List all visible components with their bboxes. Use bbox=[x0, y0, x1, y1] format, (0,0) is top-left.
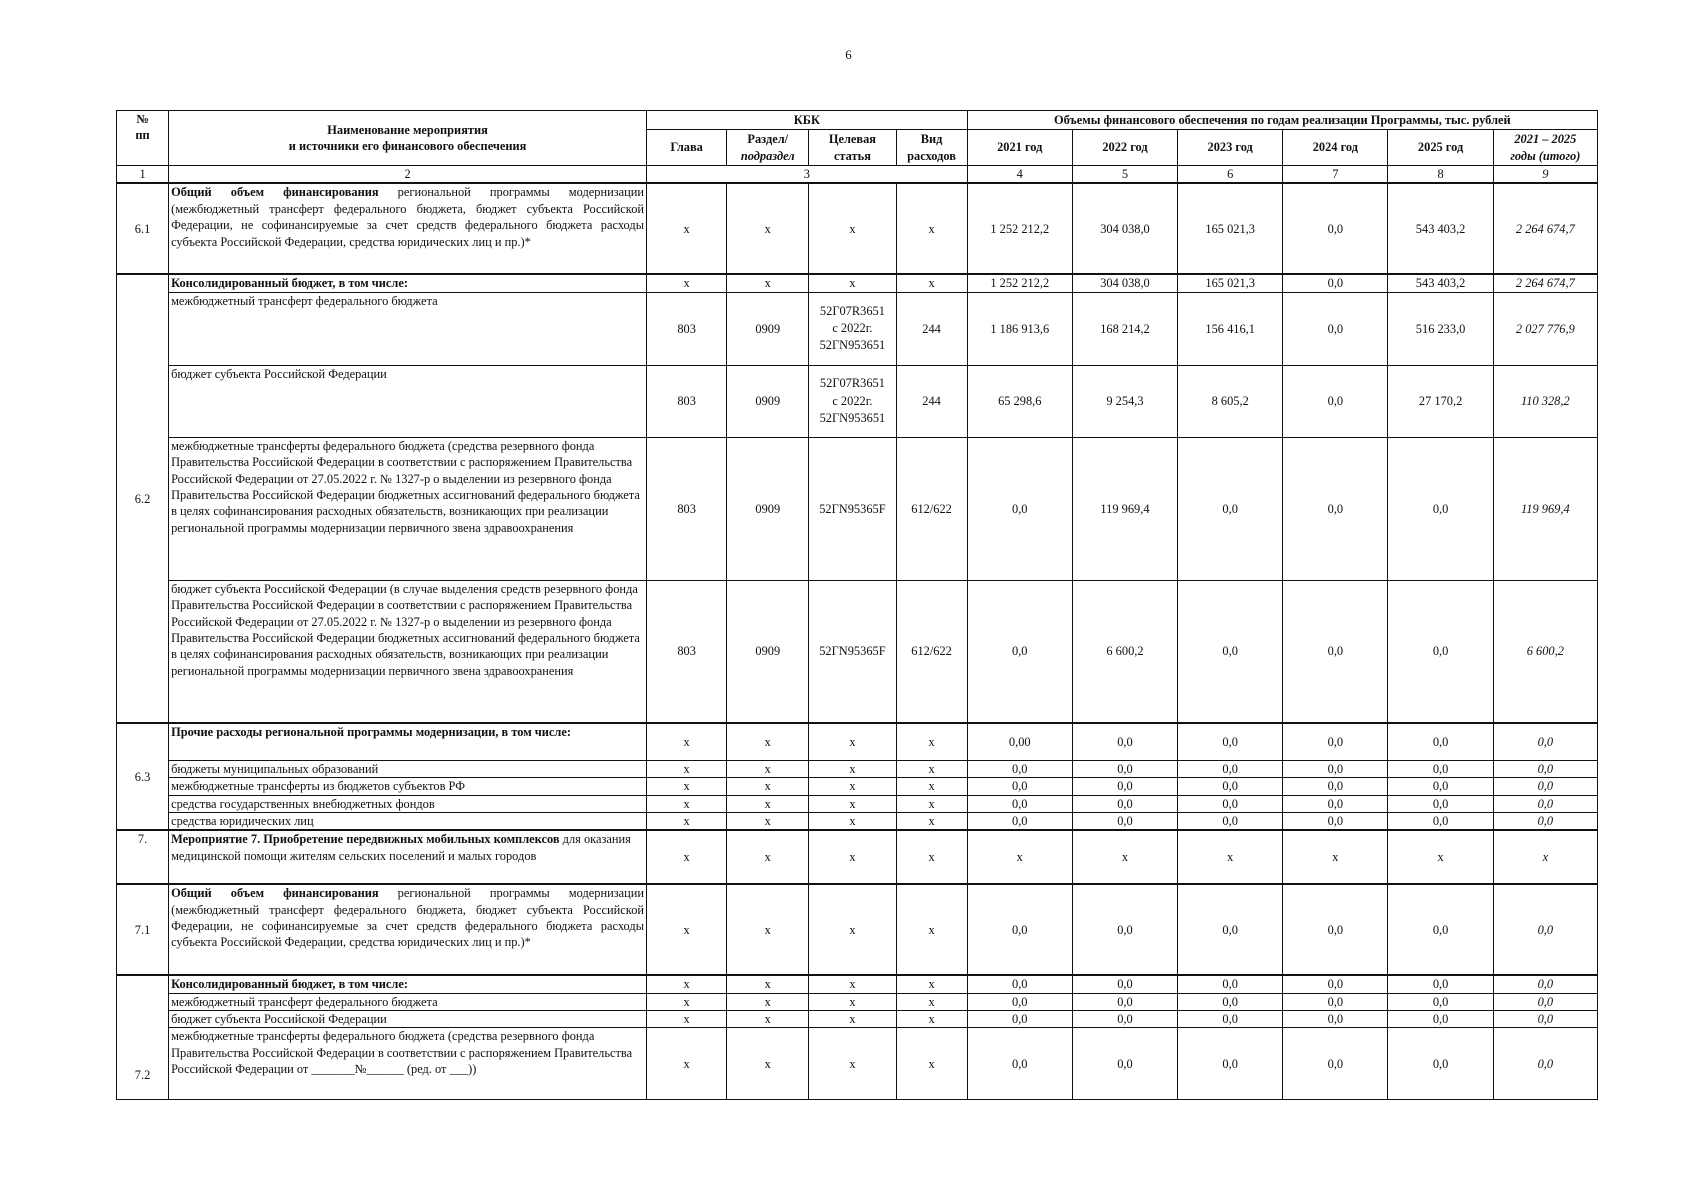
value-2021: 65 298,6 bbox=[967, 365, 1072, 437]
value-2024: 0,0 bbox=[1283, 723, 1388, 760]
kbk-celevaya bbox=[809, 292, 896, 365]
row-name: бюджеты муниципальных образований bbox=[169, 760, 647, 777]
row-name: средства государственных внебюджетных фондов bbox=[169, 795, 647, 812]
colnum-5: 5 bbox=[1072, 166, 1177, 184]
kbk-razdel: x bbox=[727, 830, 809, 884]
kbk-razdel: 0909 bbox=[727, 580, 809, 723]
header-2021: 2021 год bbox=[967, 130, 1072, 166]
colnum-7: 7 bbox=[1283, 166, 1388, 184]
value-2022: 304 038,0 bbox=[1072, 274, 1177, 292]
kbk-vid: x bbox=[896, 884, 967, 975]
value-2024: 0,0 bbox=[1283, 365, 1388, 437]
row-name: межбюджетный трансферт федерального бюджета bbox=[169, 292, 647, 365]
value-2021: 0,0 bbox=[967, 1028, 1072, 1100]
value-2025: 0,0 bbox=[1388, 975, 1493, 993]
header-total-2: годы (итого) bbox=[1510, 148, 1581, 163]
kbk-celevaya: x bbox=[809, 778, 896, 795]
financing-table-wrapper bbox=[116, 110, 1598, 1100]
value-2022: 0,0 bbox=[1072, 993, 1177, 1010]
row-name-bold: Общий объем финансирования bbox=[171, 185, 379, 200]
value-2023: 165 021,3 bbox=[1178, 183, 1283, 274]
table-row bbox=[117, 778, 1598, 795]
value-2023: 156 416,1 bbox=[1178, 292, 1283, 365]
kbk-celevaya: x bbox=[809, 274, 896, 292]
header-kbk: КБК bbox=[647, 111, 968, 130]
table-row bbox=[117, 975, 1598, 993]
value-2022: 0,0 bbox=[1072, 1011, 1177, 1028]
value-2025: 516 233,0 bbox=[1388, 292, 1493, 365]
value-2021: x bbox=[967, 830, 1072, 884]
row-index: 7.2 bbox=[117, 975, 169, 1100]
value-2022: 0,0 bbox=[1072, 778, 1177, 795]
kbk-razdel: 0909 bbox=[727, 292, 809, 365]
page-number: 6 bbox=[845, 47, 852, 62]
kbk-glava: x bbox=[647, 795, 727, 812]
header-name-line2: и источники его финансового обеспечения bbox=[288, 139, 527, 153]
value-2022: 0,0 bbox=[1072, 723, 1177, 760]
kbk-razdel: x bbox=[727, 760, 809, 777]
row-name bbox=[169, 183, 647, 274]
kbk-razdel: x bbox=[727, 778, 809, 795]
kbk-vid: x bbox=[896, 812, 967, 830]
value-total: 0,0 bbox=[1493, 812, 1597, 830]
kbk-vid: x bbox=[896, 183, 967, 274]
value-2022: x bbox=[1072, 830, 1177, 884]
row-name: бюджет субъекта Российской Федерации bbox=[169, 365, 647, 437]
table-row bbox=[117, 580, 1598, 723]
row-name-rest: региональной программы модернизации (межбюджетный трансферт федерального бюджета, бюджет субъекта Российской Федерации, не софинансируемые за счет средств федерального бюджета расходы субъекта Российской Федерации, средства юридических лиц и пр.)* bbox=[171, 886, 645, 950]
value-2022: 0,0 bbox=[1072, 795, 1177, 812]
kbk-glava: x bbox=[647, 274, 727, 292]
header-2024: 2024 год bbox=[1283, 130, 1388, 166]
row-name: межбюджетные трансферты из бюджетов субъектов РФ bbox=[169, 778, 647, 795]
kbk-vid: x bbox=[896, 975, 967, 993]
value-2024: 0,0 bbox=[1283, 795, 1388, 812]
value-2024: 0,0 bbox=[1283, 183, 1388, 274]
colnum-6: 6 bbox=[1178, 166, 1283, 184]
kbk-vid: 244 bbox=[896, 365, 967, 437]
kbk-celevaya: x bbox=[809, 830, 896, 884]
value-total: x bbox=[1493, 830, 1597, 884]
kbk-celevaya: x bbox=[809, 795, 896, 812]
value-total: 0,0 bbox=[1493, 723, 1597, 760]
value-2024: 0,0 bbox=[1283, 1028, 1388, 1100]
kbk-glava: 803 bbox=[647, 365, 727, 437]
value-total: 0,0 bbox=[1493, 884, 1597, 975]
kbk-razdel: 0909 bbox=[727, 437, 809, 580]
colnum-1: 1 bbox=[117, 166, 169, 184]
header-razdel-1: Раздел/ bbox=[747, 132, 789, 147]
value-2025: 0,0 bbox=[1388, 993, 1493, 1010]
value-2022: 0,0 bbox=[1072, 760, 1177, 777]
value-2022: 119 969,4 bbox=[1072, 437, 1177, 580]
header-celevaya-1: Целевая bbox=[828, 132, 877, 147]
value-2024: 0,0 bbox=[1283, 760, 1388, 777]
value-2021: 0,0 bbox=[967, 778, 1072, 795]
kbk-cel-line1: 52Г07R3651 bbox=[819, 376, 885, 391]
table-row bbox=[117, 274, 1598, 292]
kbk-glava: x bbox=[647, 778, 727, 795]
kbk-vid: x bbox=[896, 1028, 967, 1100]
kbk-vid: x bbox=[896, 760, 967, 777]
header-celevaya-2: статья bbox=[833, 148, 871, 163]
value-2024: 0,0 bbox=[1283, 292, 1388, 365]
value-total: 2 264 674,7 bbox=[1493, 274, 1597, 292]
kbk-glava: x bbox=[647, 812, 727, 830]
value-2023: 0,0 bbox=[1178, 795, 1283, 812]
value-2021: 1 252 212,2 bbox=[967, 183, 1072, 274]
value-2021: 0,0 bbox=[967, 993, 1072, 1010]
value-2023: 0,0 bbox=[1178, 1028, 1283, 1100]
value-2023: 0,0 bbox=[1178, 975, 1283, 993]
value-2022: 0,0 bbox=[1072, 812, 1177, 830]
kbk-razdel: x bbox=[727, 1011, 809, 1028]
kbk-glava: x bbox=[647, 993, 727, 1010]
kbk-glava: x bbox=[647, 1028, 727, 1100]
colnum-8: 8 bbox=[1388, 166, 1493, 184]
kbk-razdel: x bbox=[727, 723, 809, 760]
row-name: средства юридических лиц bbox=[169, 812, 647, 830]
kbk-glava: x bbox=[647, 1011, 727, 1028]
table-row bbox=[117, 993, 1598, 1010]
value-2021: 0,0 bbox=[967, 760, 1072, 777]
table-row bbox=[117, 292, 1598, 365]
kbk-vid: 244 bbox=[896, 292, 967, 365]
table-row bbox=[117, 884, 1598, 975]
row-name-rest: для оказания медицинской помощи жителям сельских поселений и малых городов bbox=[171, 832, 631, 863]
table-row bbox=[117, 812, 1598, 830]
row-name: межбюджетные трансферты федерального бюджета (средства резервного фонда Правительства Российской Федерации в соответствии с распоряжением Правительства Российской Федерации от _______№______ (ред. от ___)) bbox=[169, 1028, 647, 1100]
header-2023: 2023 год bbox=[1178, 130, 1283, 166]
kbk-cel-line3: 52ГN953651 bbox=[819, 410, 886, 425]
kbk-glava: x bbox=[647, 760, 727, 777]
value-total: 0,0 bbox=[1493, 795, 1597, 812]
kbk-cel-line3: 52ГN953651 bbox=[819, 338, 886, 353]
colnum-3: 3 bbox=[647, 166, 968, 184]
kbk-cel-line2: с 2022г. bbox=[832, 393, 873, 408]
value-2022: 0,0 bbox=[1072, 1028, 1177, 1100]
value-2022: 304 038,0 bbox=[1072, 183, 1177, 274]
value-2024: 0,0 bbox=[1283, 975, 1388, 993]
value-2023: 0,0 bbox=[1178, 437, 1283, 580]
value-2023: 0,0 bbox=[1178, 760, 1283, 777]
kbk-vid: x bbox=[896, 778, 967, 795]
row-name: Консолидированный бюджет, в том числе: bbox=[169, 274, 647, 292]
kbk-celevaya: x bbox=[809, 183, 896, 274]
kbk-celevaya: x bbox=[809, 975, 896, 993]
value-total: 0,0 bbox=[1493, 1011, 1597, 1028]
kbk-celevaya bbox=[809, 365, 896, 437]
value-2023: 0,0 bbox=[1178, 812, 1283, 830]
kbk-cel-line2: с 2022г. bbox=[832, 321, 873, 336]
value-2024: 0,0 bbox=[1283, 812, 1388, 830]
value-2022: 168 214,2 bbox=[1072, 292, 1177, 365]
table-row bbox=[117, 183, 1598, 274]
kbk-vid: x bbox=[896, 723, 967, 760]
kbk-celevaya: x bbox=[809, 760, 896, 777]
row-name: Прочие расходы региональной программы модернизации, в том числе: bbox=[169, 723, 647, 760]
header-total-1: 2021 – 2025 bbox=[1514, 132, 1577, 147]
value-2024: x bbox=[1283, 830, 1388, 884]
colnum-2: 2 bbox=[169, 166, 647, 184]
table-row bbox=[117, 795, 1598, 812]
header-2025: 2025 год bbox=[1388, 130, 1493, 166]
value-2025: 0,0 bbox=[1388, 884, 1493, 975]
row-index: 7.1 bbox=[117, 884, 169, 975]
row-name-bold: Мероприятие 7. Приобретение передвижных мобильных комплексов bbox=[171, 832, 560, 847]
kbk-razdel: x bbox=[727, 183, 809, 274]
value-2023: x bbox=[1178, 830, 1283, 884]
value-2024: 0,0 bbox=[1283, 580, 1388, 723]
kbk-razdel: 0909 bbox=[727, 365, 809, 437]
table-row bbox=[117, 760, 1598, 777]
value-2025: 0,0 bbox=[1388, 1011, 1493, 1028]
header-total bbox=[1493, 130, 1597, 166]
value-2025: 543 403,2 bbox=[1388, 274, 1493, 292]
row-index: 6.2 bbox=[117, 274, 169, 723]
kbk-glava: x bbox=[647, 830, 727, 884]
row-name: бюджет субъекта Российской Федерации bbox=[169, 1011, 647, 1028]
header-name bbox=[169, 111, 647, 166]
value-2023: 0,0 bbox=[1178, 1011, 1283, 1028]
kbk-razdel: x bbox=[727, 975, 809, 993]
value-2021: 1 252 212,2 bbox=[967, 274, 1072, 292]
value-2022: 0,0 bbox=[1072, 975, 1177, 993]
value-2024: 0,0 bbox=[1283, 437, 1388, 580]
row-name bbox=[169, 884, 647, 975]
kbk-glava: x bbox=[647, 183, 727, 274]
value-2023: 0,0 bbox=[1178, 993, 1283, 1010]
value-2021: 0,00 bbox=[967, 723, 1072, 760]
kbk-razdel: x bbox=[727, 812, 809, 830]
value-2025: 0,0 bbox=[1388, 812, 1493, 830]
kbk-cel-line1: 52Г07R3651 bbox=[819, 303, 885, 318]
header-celevaya bbox=[809, 130, 896, 166]
value-2021: 0,0 bbox=[967, 437, 1072, 580]
value-total: 0,0 bbox=[1493, 760, 1597, 777]
header-name-line1: Наименование мероприятия bbox=[327, 122, 488, 137]
value-total: 6 600,2 bbox=[1493, 580, 1597, 723]
value-2024: 0,0 bbox=[1283, 884, 1388, 975]
kbk-razdel: x bbox=[727, 993, 809, 1010]
header-glava: Глава bbox=[647, 130, 727, 166]
value-2023: 0,0 bbox=[1178, 723, 1283, 760]
value-2024: 0,0 bbox=[1283, 274, 1388, 292]
value-2021: 0,0 bbox=[967, 884, 1072, 975]
kbk-razdel: x bbox=[727, 795, 809, 812]
colnum-4: 4 bbox=[967, 166, 1072, 184]
value-2021: 0,0 bbox=[967, 975, 1072, 993]
kbk-vid: x bbox=[896, 830, 967, 884]
header-volumes: Объемы финансового обеспечения по годам реализации Программы, тыс. рублей bbox=[967, 111, 1597, 130]
value-total: 0,0 bbox=[1493, 1028, 1597, 1100]
value-total: 0,0 bbox=[1493, 778, 1597, 795]
row-name bbox=[169, 830, 647, 884]
kbk-celevaya: x bbox=[809, 1011, 896, 1028]
table-row bbox=[117, 1028, 1598, 1100]
value-2025: 27 170,2 bbox=[1388, 365, 1493, 437]
value-2025: 0,0 bbox=[1388, 795, 1493, 812]
value-2022: 9 254,3 bbox=[1072, 365, 1177, 437]
kbk-vid: x bbox=[896, 993, 967, 1010]
header-razdel bbox=[727, 130, 809, 166]
value-2025: 0,0 bbox=[1388, 437, 1493, 580]
kbk-vid: 612/622 bbox=[896, 580, 967, 723]
value-2021: 0,0 bbox=[967, 1011, 1072, 1028]
value-total: 2 264 674,7 bbox=[1493, 183, 1597, 274]
row-index: 6.3 bbox=[117, 723, 169, 830]
table-row bbox=[117, 365, 1598, 437]
value-2025: 0,0 bbox=[1388, 760, 1493, 777]
kbk-glava: x bbox=[647, 975, 727, 993]
row-name-bold: Общий объем финансирования bbox=[171, 886, 379, 901]
header-vid bbox=[896, 130, 967, 166]
row-name-rest: региональной программы модернизации (межбюджетный трансферт федерального бюджета, бюджет субъекта Российской Федерации, не софинансируемые за счет средств федерального бюджета расходы субъекта Российской Федерации, средства юридических лиц и пр.)* bbox=[171, 185, 645, 249]
kbk-celevaya: 52ГN95365F bbox=[809, 437, 896, 580]
row-index: 6.1 bbox=[117, 183, 169, 274]
kbk-vid: 612/622 bbox=[896, 437, 967, 580]
kbk-vid: x bbox=[896, 274, 967, 292]
value-2023: 165 021,3 bbox=[1178, 274, 1283, 292]
value-2025: 0,0 bbox=[1388, 1028, 1493, 1100]
header-razdel-2: подраздел bbox=[740, 148, 795, 163]
kbk-glava: x bbox=[647, 884, 727, 975]
kbk-vid: x bbox=[896, 795, 967, 812]
financing-table bbox=[116, 110, 1598, 1100]
value-2021: 0,0 bbox=[967, 812, 1072, 830]
value-2025: 543 403,2 bbox=[1388, 183, 1493, 274]
value-total: 2 027 776,9 bbox=[1493, 292, 1597, 365]
kbk-celevaya: x bbox=[809, 1028, 896, 1100]
header-vid-1: Вид bbox=[920, 132, 943, 147]
kbk-glava: x bbox=[647, 723, 727, 760]
value-2023: 0,0 bbox=[1178, 778, 1283, 795]
value-2023: 0,0 bbox=[1178, 580, 1283, 723]
kbk-vid: x bbox=[896, 1011, 967, 1028]
value-2025: 0,0 bbox=[1388, 778, 1493, 795]
table-row bbox=[117, 830, 1598, 884]
value-2025: 0,0 bbox=[1388, 580, 1493, 723]
value-2022: 6 600,2 bbox=[1072, 580, 1177, 723]
kbk-glava: 803 bbox=[647, 437, 727, 580]
value-2023: 8 605,2 bbox=[1178, 365, 1283, 437]
kbk-celevaya: x bbox=[809, 993, 896, 1010]
value-2025: 0,0 bbox=[1388, 723, 1493, 760]
row-name: межбюджетные трансферты федерального бюджета (средства резервного фонда Правительства Российской Федерации в соответствии с распоряжением Правительства Российской Федерации от 27.05.2022 г. № 1327-р о выделении из резервного фонда Правительства Российской Федерации бюджетных ассигнований федерального бюджета в целях софинансирования расходных обязательств, возникающих при реализации региональной программы модернизации первичного звена здравоохранения bbox=[169, 437, 647, 580]
table-row bbox=[117, 723, 1598, 760]
value-2023: 0,0 bbox=[1178, 884, 1283, 975]
kbk-glava: 803 bbox=[647, 580, 727, 723]
kbk-celevaya: 52ГN95365F bbox=[809, 580, 896, 723]
kbk-celevaya: x bbox=[809, 884, 896, 975]
colnum-9: 9 bbox=[1493, 166, 1597, 184]
row-index: 7. bbox=[117, 830, 169, 884]
value-2024: 0,0 bbox=[1283, 993, 1388, 1010]
value-total: 110 328,2 bbox=[1493, 365, 1597, 437]
value-2021: 0,0 bbox=[967, 580, 1072, 723]
kbk-celevaya: x bbox=[809, 812, 896, 830]
row-name: межбюджетный трансферт федерального бюджета bbox=[169, 993, 647, 1010]
value-2021: 1 186 913,6 bbox=[967, 292, 1072, 365]
value-total: 0,0 bbox=[1493, 993, 1597, 1010]
kbk-razdel: x bbox=[727, 884, 809, 975]
value-2024: 0,0 bbox=[1283, 778, 1388, 795]
value-2024: 0,0 bbox=[1283, 1011, 1388, 1028]
kbk-glava: 803 bbox=[647, 292, 727, 365]
kbk-razdel: x bbox=[727, 1028, 809, 1100]
value-2022: 0,0 bbox=[1072, 884, 1177, 975]
header-no: № пп bbox=[117, 111, 169, 166]
value-total: 119 969,4 bbox=[1493, 437, 1597, 580]
kbk-celevaya: x bbox=[809, 723, 896, 760]
row-name: Консолидированный бюджет, в том числе: bbox=[169, 975, 647, 993]
value-2021: 0,0 bbox=[967, 795, 1072, 812]
value-2025: x bbox=[1388, 830, 1493, 884]
table-row bbox=[117, 1011, 1598, 1028]
kbk-razdel: x bbox=[727, 274, 809, 292]
value-total: 0,0 bbox=[1493, 975, 1597, 993]
row-name: бюджет субъекта Российской Федерации (в случае выделения средств резервного фонда Правительства Российской Федерации в соответствии с распоряжением Правительства Российской Федерации от 27.05.2022 г. № 1327-р о выделении из резервного фонда Правительства Российской Федерации бюджетных ассигнований федерального бюджета в целях софинансирования расходных обязательств, возникающих при реализации региональной программы модернизации первичного звена здравоохранения bbox=[169, 580, 647, 723]
header-2022: 2022 год bbox=[1072, 130, 1177, 166]
header-vid-2: расходов bbox=[907, 148, 956, 163]
table-row bbox=[117, 437, 1598, 580]
